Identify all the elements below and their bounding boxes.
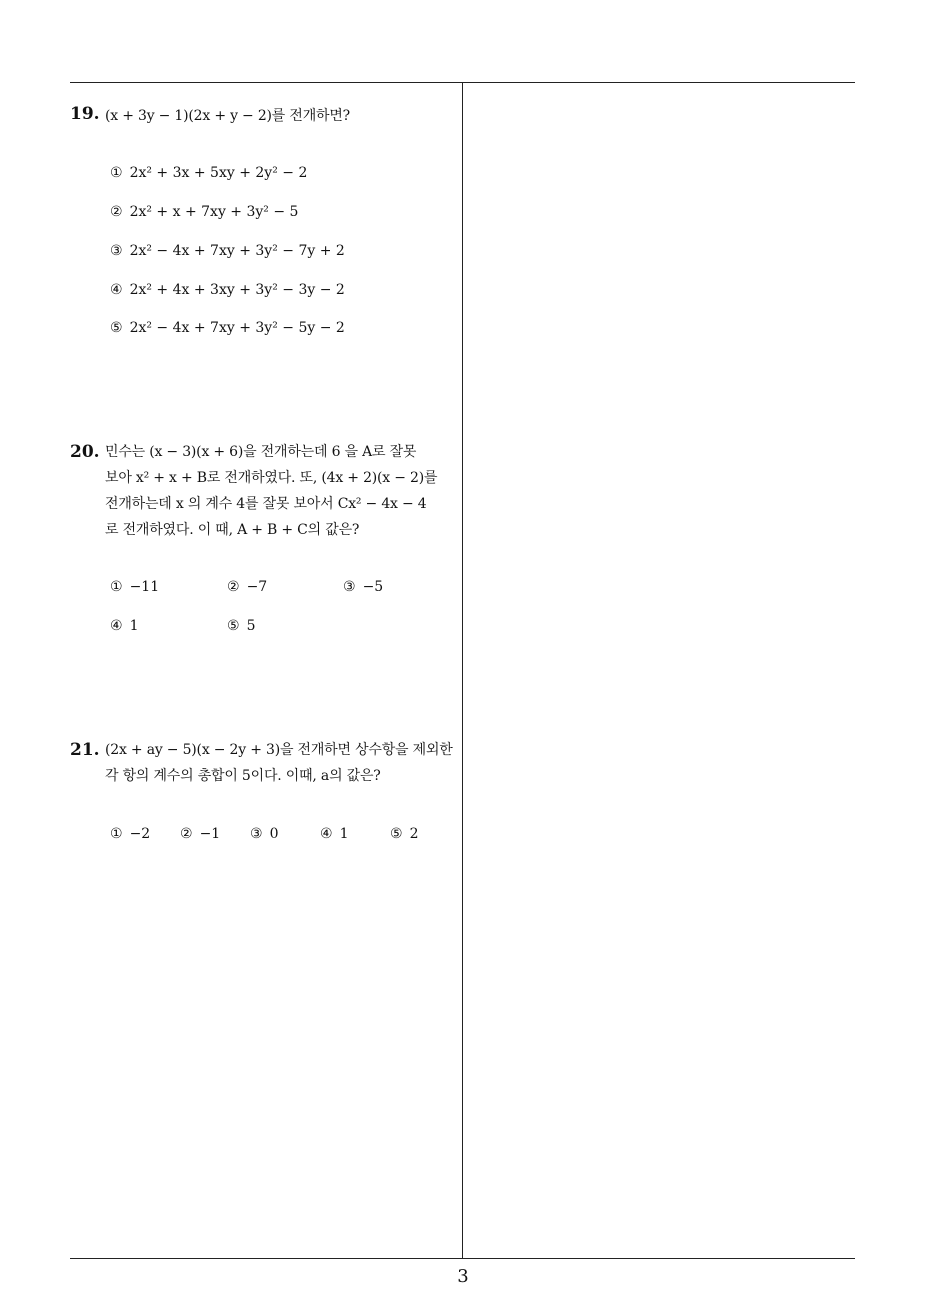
- q21-choice-2[interactable]: [180, 826, 220, 842]
- choice-mark: ⑤: [227, 618, 240, 634]
- choice-mark: ③: [343, 579, 356, 595]
- choice-mark: ⑤: [390, 826, 403, 842]
- q21-choice-1[interactable]: [110, 826, 150, 842]
- q20-choice-3[interactable]: [343, 579, 383, 595]
- choice-mark: ①: [110, 826, 123, 842]
- choice-text: 2x² + 3x + 5xy + 2y² − 2: [129, 165, 308, 181]
- choice-mark: ①: [110, 579, 123, 595]
- question-21-stem: [105, 737, 457, 789]
- q20-choice-4[interactable]: [110, 618, 138, 634]
- q19-choice-3[interactable]: [110, 243, 345, 259]
- choice-text: 1: [129, 618, 139, 634]
- question-21-number: 21.: [70, 740, 100, 760]
- stem-line: 로 전개하였다. 이 때, A + B + C의 값은?: [105, 522, 360, 538]
- q21-choice-3[interactable]: [250, 826, 278, 842]
- column-divider: [462, 83, 463, 1259]
- q19-choice-4[interactable]: [110, 282, 345, 298]
- choice-text: −7: [246, 579, 268, 595]
- q21-choice-4[interactable]: [320, 826, 348, 842]
- stem-line: 각 항의 계수의 총합이 5이다. 이때, a의 값은?: [105, 768, 381, 784]
- question-19-stem: [105, 103, 457, 129]
- choice-text: 2x² − 4x + 7xy + 3y² − 5y − 2: [129, 320, 345, 336]
- choice-text: −1: [199, 826, 221, 842]
- choice-mark: ②: [180, 826, 193, 842]
- choice-mark: ④: [320, 826, 333, 842]
- stem-line: (2x + ay − 5)(x − 2y + 3)을 전개하면 상수항을 제외한: [105, 742, 453, 758]
- q20-choice-2[interactable]: [227, 579, 267, 595]
- choice-mark: ⑤: [110, 320, 123, 336]
- choice-text: 2x² − 4x + 7xy + 3y² − 7y + 2: [129, 243, 345, 259]
- q19-choice-1[interactable]: [110, 165, 307, 181]
- question-20-number: 20.: [70, 442, 100, 462]
- q19-choice-5[interactable]: [110, 320, 345, 336]
- choice-mark: ②: [227, 579, 240, 595]
- choice-text: 1: [339, 826, 349, 842]
- choice-text: 5: [246, 618, 256, 634]
- q21-choice-5[interactable]: [390, 826, 418, 842]
- choice-text: 2x² + 4x + 3xy + 3y² − 3y − 2: [129, 282, 345, 298]
- q19-choice-2[interactable]: [110, 204, 298, 220]
- choice-text: −11: [129, 579, 160, 595]
- page-number: 3: [457, 1266, 469, 1287]
- stem-line: (x + 3y − 1)(2x + y − 2)를 전개하면?: [105, 108, 350, 124]
- choice-mark: ③: [110, 243, 123, 259]
- q20-choice-1[interactable]: [110, 579, 159, 595]
- stem-line: 전개하는데 x 의 계수 4를 잘못 보아서 Cx² − 4x − 4: [105, 496, 427, 512]
- q20-choice-5[interactable]: [227, 618, 255, 634]
- choice-text: −5: [362, 579, 384, 595]
- choice-text: 2x² + x + 7xy + 3y² − 5: [129, 204, 299, 220]
- choice-text: −2: [129, 826, 151, 842]
- choice-mark: ②: [110, 204, 123, 220]
- question-19-number: 19.: [70, 104, 100, 124]
- question-20-stem: [105, 439, 457, 543]
- choice-mark: ③: [250, 826, 263, 842]
- stem-line: 보아 x² + x + B로 전개하였다. 또, (4x + 2)(x − 2)를: [105, 470, 438, 486]
- stem-line: 민수는 (x − 3)(x + 6)을 전개하는데 6 을 A로 잘못: [105, 444, 417, 460]
- choice-text: 0: [269, 826, 279, 842]
- choice-mark: ④: [110, 282, 123, 298]
- choice-mark: ①: [110, 165, 123, 181]
- choice-mark: ④: [110, 618, 123, 634]
- bottom-rule: [70, 1258, 855, 1259]
- choice-text: 2: [409, 826, 419, 842]
